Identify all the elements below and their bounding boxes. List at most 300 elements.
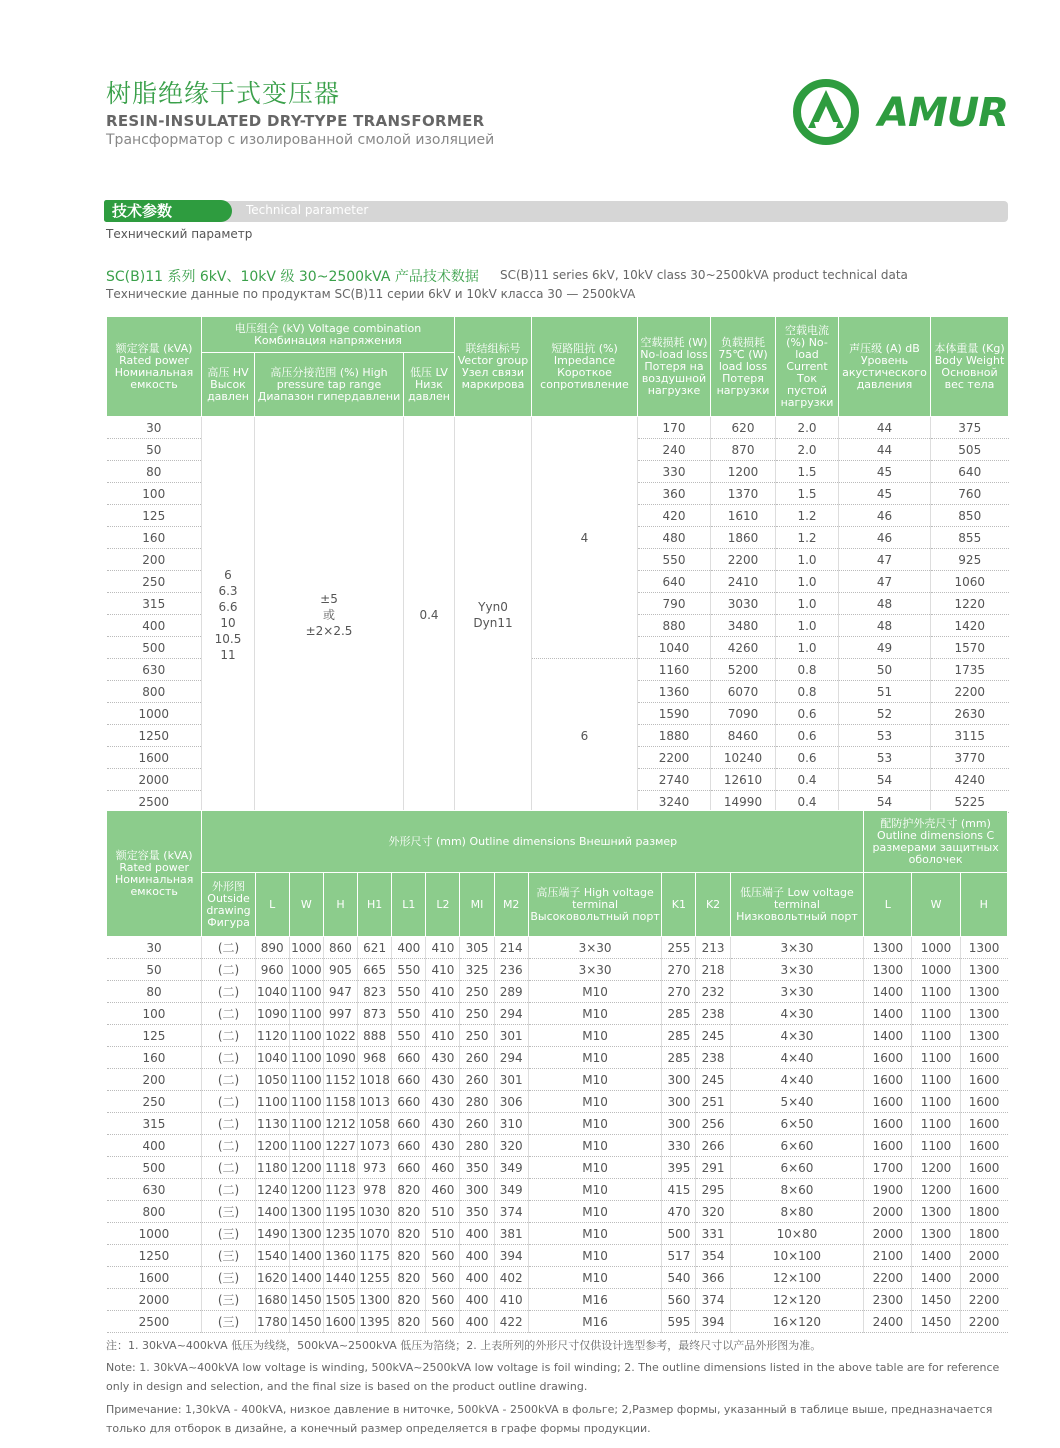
cell-hv-terminal: M10	[528, 1113, 662, 1135]
cell-noload-current: 1.2	[776, 505, 839, 527]
cell-M2: 402	[494, 1267, 528, 1289]
cell-H1: 665	[358, 959, 392, 981]
cell-MI: 400	[460, 1267, 494, 1289]
th2-MI: MI	[460, 873, 494, 937]
cell-noload-loss: 1160	[638, 659, 711, 681]
cell-MI: 400	[460, 1223, 494, 1245]
cell-prot-L: 1600	[864, 1113, 912, 1135]
cell-L1: 660	[392, 1135, 426, 1157]
cell-noload-loss: 790	[638, 593, 711, 615]
cell-lv-terminal: 4×30	[730, 1003, 864, 1025]
cell-prot-L: 2200	[864, 1267, 912, 1289]
cell-lv-terminal: 6×60	[730, 1135, 864, 1157]
cell-M2: 381	[494, 1223, 528, 1245]
cell-L2: 430	[426, 1069, 460, 1091]
cell-K2: 291	[696, 1157, 730, 1179]
cell-hv-terminal: M16	[528, 1311, 662, 1333]
cell-M2: 349	[494, 1157, 528, 1179]
cell-prot-L: 2400	[864, 1311, 912, 1333]
cell-H1: 968	[358, 1047, 392, 1069]
cell-lv-terminal: 4×30	[730, 1025, 864, 1047]
cell-noload-loss: 360	[638, 483, 711, 505]
cell-weight: 5225	[931, 791, 1009, 813]
cell-W: 1300	[289, 1223, 323, 1245]
th2-hv-terminal: 高压端子 High voltage terminal Высоковольтный порт	[528, 873, 662, 937]
cell-L1: 820	[392, 1311, 426, 1333]
cell-M2: 349	[494, 1179, 528, 1201]
logo-wordmark: AMUR	[878, 90, 1009, 136]
cell-L: 1180	[255, 1157, 289, 1179]
cell-rated-power: 2000	[107, 1289, 202, 1311]
cell-K1: 255	[662, 937, 696, 959]
cell-sound-level: 46	[839, 527, 931, 549]
cell-prot-W: 1400	[912, 1267, 960, 1289]
th2-drawing: 外形图 Outside drawing Фигура	[202, 873, 255, 937]
cell-K2: 374	[696, 1289, 730, 1311]
cell-weight: 4240	[931, 769, 1009, 791]
cell-sound-level: 45	[839, 461, 931, 483]
cell-lv-terminal: 3×30	[730, 937, 864, 959]
cell-M2: 301	[494, 1025, 528, 1047]
cell-noload-current: 0.8	[776, 681, 839, 703]
cell-H1: 621	[358, 937, 392, 959]
cell-noload-current: 0.6	[776, 747, 839, 769]
cell-prot-L: 1300	[864, 937, 912, 959]
cell-prot-H: 1800	[960, 1201, 1007, 1223]
cell-prot-L: 2300	[864, 1289, 912, 1311]
cell-L2: 430	[426, 1113, 460, 1135]
cell-prot-W: 1200	[912, 1157, 960, 1179]
cell-drawing: (二)	[202, 937, 255, 959]
cell-L2: 410	[426, 1003, 460, 1025]
th2-prot-L: L	[864, 873, 912, 937]
cell-sound-level: 48	[839, 593, 931, 615]
cell-lv-terminal: 4×40	[730, 1069, 864, 1091]
cell-K1: 285	[662, 1047, 696, 1069]
th-voltage-combination: 电压组合 (kV) Voltage combination Комбинация напряжения	[202, 317, 455, 353]
cell-weight: 1420	[931, 615, 1009, 637]
cell-K1: 500	[662, 1223, 696, 1245]
cell-MI: 260	[460, 1113, 494, 1135]
cell-rated-power: 1250	[107, 1245, 202, 1267]
cell-L2: 510	[426, 1201, 460, 1223]
cell-H: 1505	[323, 1289, 357, 1311]
cell-hv-terminal: M10	[528, 1069, 662, 1091]
cell-prot-L: 1900	[864, 1179, 912, 1201]
cell-drawing: (三)	[202, 1289, 255, 1311]
cell-L: 1050	[255, 1069, 289, 1091]
cell-M2: 214	[494, 937, 528, 959]
cell-prot-L: 2000	[864, 1201, 912, 1223]
cell-prot-H: 1300	[960, 959, 1007, 981]
cell-L1: 660	[392, 1113, 426, 1135]
cell-weight: 1735	[931, 659, 1009, 681]
cell-prot-W: 1450	[912, 1289, 960, 1311]
cell-weight: 925	[931, 549, 1009, 571]
cell-MI: 325	[460, 959, 494, 981]
cell-load-loss: 10240	[711, 747, 776, 769]
cell-noload-current: 1.0	[776, 637, 839, 659]
cell-lv-terminal: 6×60	[730, 1157, 864, 1179]
cell-rated-power: 2500	[107, 1311, 202, 1333]
cell-H: 860	[323, 937, 357, 959]
cell-K2: 245	[696, 1069, 730, 1091]
cell-prot-H: 1600	[960, 1113, 1007, 1135]
cell-K2: 320	[696, 1201, 730, 1223]
th2-K2: K2	[696, 873, 730, 937]
cell-rated-power: 200	[107, 1069, 202, 1091]
cell-lv-terminal: 12×120	[730, 1289, 864, 1311]
cell-lv-terminal: 3×30	[730, 959, 864, 981]
cell-prot-W: 1100	[912, 1003, 960, 1025]
table-row	[107, 1179, 1008, 1201]
th2-lv-terminal: 低压端子 Low voltage terminal Низковольтный порт	[730, 873, 864, 937]
cell-W: 1200	[289, 1157, 323, 1179]
cell-hv-terminal: M10	[528, 1201, 662, 1223]
cell-K1: 270	[662, 981, 696, 1003]
cell-K1: 270	[662, 959, 696, 981]
cell-K1: 330	[662, 1135, 696, 1157]
cell-H1: 1073	[358, 1135, 392, 1157]
section-label-cn: 技术参数	[104, 200, 232, 222]
cell-MI: 260	[460, 1069, 494, 1091]
th-lv: 低压 LV Низк давлен	[404, 353, 455, 417]
cell-K2: 354	[696, 1245, 730, 1267]
cell-H: 1440	[323, 1267, 357, 1289]
th2-L2: L2	[426, 873, 460, 937]
cell-sound-level: 49	[839, 637, 931, 659]
cell-L: 960	[255, 959, 289, 981]
cell-sound-level: 48	[839, 615, 931, 637]
cell-M2: 294	[494, 1047, 528, 1069]
subtitle-en: SC(B)11 series 6kV, 10kV class 30~2500kVA product technical data	[500, 268, 908, 282]
cell-H1: 1300	[358, 1289, 392, 1311]
cell-rated-power: 100	[107, 483, 202, 505]
cell-noload-loss: 480	[638, 527, 711, 549]
cell-noload-current: 0.6	[776, 725, 839, 747]
cell-L: 1240	[255, 1179, 289, 1201]
cell-H1: 978	[358, 1179, 392, 1201]
cell-weight: 760	[931, 483, 1009, 505]
cell-hv-terminal: M16	[528, 1289, 662, 1311]
table-row	[107, 1003, 1008, 1025]
cell-hv-terminal: M10	[528, 1047, 662, 1069]
cell-rated-power: 315	[107, 593, 202, 615]
cell-K2: 394	[696, 1311, 730, 1333]
cell-MI: 250	[460, 981, 494, 1003]
cell-M2: 320	[494, 1135, 528, 1157]
cell-L1: 820	[392, 1223, 426, 1245]
cell-weight: 1060	[931, 571, 1009, 593]
cell-hv-terminal: M10	[528, 1091, 662, 1113]
cell-prot-H: 1800	[960, 1223, 1007, 1245]
cell-load-loss: 7090	[711, 703, 776, 725]
cell-L2: 460	[426, 1157, 460, 1179]
cell-L: 1120	[255, 1025, 289, 1047]
th-rated-power: 额定容量 (kVA) Rated power Номинальная емкость	[107, 317, 202, 417]
cell-K2: 238	[696, 1047, 730, 1069]
cell-drawing: (二)	[202, 1113, 255, 1135]
cell-H: 905	[323, 959, 357, 981]
cell-L1: 400	[392, 937, 426, 959]
cell-H: 1090	[323, 1047, 357, 1069]
cell-prot-H: 2000	[960, 1245, 1007, 1267]
cell-lv-terminal: 3×30	[730, 981, 864, 1003]
cell-M2: 289	[494, 981, 528, 1003]
amur-logo-icon	[792, 78, 864, 146]
cell-L1: 660	[392, 1091, 426, 1113]
cell-L2: 430	[426, 1135, 460, 1157]
amur-logo	[792, 78, 1032, 146]
cell-rated-power: 400	[107, 1135, 202, 1157]
cell-MI: 400	[460, 1289, 494, 1311]
cell-K2: 218	[696, 959, 730, 981]
cell-K1: 300	[662, 1113, 696, 1135]
cell-noload-current: 1.2	[776, 527, 839, 549]
cell-H: 1227	[323, 1135, 357, 1157]
cell-MI: 250	[460, 1003, 494, 1025]
cell-L2: 430	[426, 1047, 460, 1069]
cell-L2: 410	[426, 937, 460, 959]
cell-M2: 301	[494, 1069, 528, 1091]
cell-H: 1158	[323, 1091, 357, 1113]
cell-noload-current: 0.4	[776, 769, 839, 791]
cell-L: 1100	[255, 1091, 289, 1113]
cell-L2: 410	[426, 981, 460, 1003]
cell-weight: 2630	[931, 703, 1009, 725]
cell-prot-W: 1100	[912, 1135, 960, 1157]
cell-lv-terminal: 5×40	[730, 1091, 864, 1113]
cell-noload-current: 0.8	[776, 659, 839, 681]
cell-prot-W: 1000	[912, 959, 960, 981]
cell-lv-terminal: 16×120	[730, 1311, 864, 1333]
cell-H: 997	[323, 1003, 357, 1025]
cell-drawing: (二)	[202, 981, 255, 1003]
cell-K1: 285	[662, 1003, 696, 1025]
cell-K1: 470	[662, 1201, 696, 1223]
cell-drawing: (二)	[202, 959, 255, 981]
cell-prot-H: 1300	[960, 981, 1007, 1003]
cell-noload-loss: 3240	[638, 791, 711, 813]
cell-sound-level: 54	[839, 769, 931, 791]
table-row	[107, 1267, 1008, 1289]
th-vector-group: 联结组标号 Vector group Узел связи маркирова	[455, 317, 532, 417]
cell-W: 1100	[289, 1003, 323, 1025]
cell-K2: 295	[696, 1179, 730, 1201]
cell-rated-power: 125	[107, 505, 202, 527]
cell-noload-current: 1.0	[776, 593, 839, 615]
th2-W: W	[289, 873, 323, 937]
cell-K1: 395	[662, 1157, 696, 1179]
cell-hv-voltages: 6 6.3 6.6 10 10.5 11	[202, 417, 255, 813]
cell-H1: 1395	[358, 1311, 392, 1333]
table-row	[107, 981, 1008, 1003]
cell-prot-W: 1450	[912, 1311, 960, 1333]
cell-W: 1300	[289, 1201, 323, 1223]
cell-L2: 560	[426, 1289, 460, 1311]
cell-weight: 855	[931, 527, 1009, 549]
cell-M2: 374	[494, 1201, 528, 1223]
cell-K1: 300	[662, 1091, 696, 1113]
cell-MI: 250	[460, 1025, 494, 1047]
cell-L: 1540	[255, 1245, 289, 1267]
cell-W: 1100	[289, 1069, 323, 1091]
cell-prot-W: 1000	[912, 937, 960, 959]
cell-L1: 550	[392, 959, 426, 981]
cell-prot-H: 1600	[960, 1157, 1007, 1179]
cell-rated-power: 2000	[107, 769, 202, 791]
cell-prot-L: 1400	[864, 1003, 912, 1025]
cell-prot-W: 1100	[912, 1091, 960, 1113]
cell-drawing: (二)	[202, 1091, 255, 1113]
cell-H: 1123	[323, 1179, 357, 1201]
cell-lv-terminal: 8×80	[730, 1201, 864, 1223]
th2-H1: H1	[358, 873, 392, 937]
cell-load-loss: 2410	[711, 571, 776, 593]
cell-H1: 1070	[358, 1223, 392, 1245]
cell-L2: 560	[426, 1267, 460, 1289]
cell-L1: 660	[392, 1157, 426, 1179]
cell-load-loss: 6070	[711, 681, 776, 703]
cell-load-loss: 8460	[711, 725, 776, 747]
cell-weight: 2200	[931, 681, 1009, 703]
cell-hv-terminal: M10	[528, 1135, 662, 1157]
cell-L: 1620	[255, 1267, 289, 1289]
cell-rated-power: 1000	[107, 703, 202, 725]
cell-W: 1000	[289, 937, 323, 959]
cell-prot-W: 1400	[912, 1245, 960, 1267]
cell-sound-level: 52	[839, 703, 931, 725]
page-title-cn: 树脂绝缘干式变压器	[106, 79, 341, 108]
cell-prot-H: 1600	[960, 1047, 1007, 1069]
cell-L1: 820	[392, 1267, 426, 1289]
cell-lv-terminal: 6×50	[730, 1113, 864, 1135]
cell-rated-power: 80	[107, 461, 202, 483]
cell-load-loss: 3030	[711, 593, 776, 615]
table-row	[107, 1311, 1008, 1333]
cell-H1: 973	[358, 1157, 392, 1179]
cell-noload-loss: 1880	[638, 725, 711, 747]
cell-M2: 294	[494, 1003, 528, 1025]
cell-prot-H: 1300	[960, 1025, 1007, 1047]
cell-noload-loss: 880	[638, 615, 711, 637]
cell-sound-level: 51	[839, 681, 931, 703]
cell-rated-power: 800	[107, 681, 202, 703]
cell-prot-L: 2100	[864, 1245, 912, 1267]
cell-prot-W: 1100	[912, 1069, 960, 1091]
th-noload-current: 空载电流 (%) No-load Current Ток пустой нагрузки	[776, 317, 839, 417]
cell-noload-current: 1.0	[776, 571, 839, 593]
cell-K1: 595	[662, 1311, 696, 1333]
cell-sound-level: 44	[839, 439, 931, 461]
cell-H: 1212	[323, 1113, 357, 1135]
cell-H1: 823	[358, 981, 392, 1003]
cell-sound-level: 46	[839, 505, 931, 527]
cell-W: 1100	[289, 1091, 323, 1113]
cell-L2: 560	[426, 1245, 460, 1267]
cell-vector-group: Yyn0 Dyn11	[455, 417, 532, 813]
cell-rated-power: 1000	[107, 1223, 202, 1245]
cell-prot-H: 1600	[960, 1179, 1007, 1201]
cell-rated-power: 160	[107, 527, 202, 549]
cell-noload-loss: 640	[638, 571, 711, 593]
cell-rated-power: 125	[107, 1025, 202, 1047]
cell-K2: 238	[696, 1003, 730, 1025]
cell-noload-current: 0.4	[776, 791, 839, 813]
cell-noload-current: 0.6	[776, 703, 839, 725]
cell-K2: 213	[696, 937, 730, 959]
cell-noload-loss: 330	[638, 461, 711, 483]
cell-W: 1100	[289, 1135, 323, 1157]
cell-rated-power: 1250	[107, 725, 202, 747]
cell-load-loss: 14990	[711, 791, 776, 813]
th-hv: 高压 HV Высок давлен	[202, 353, 255, 417]
cell-L2: 430	[426, 1091, 460, 1113]
page-title-ru: Трансформатор с изолированной смолой изоляцией	[106, 132, 495, 148]
cell-rated-power: 2500	[107, 791, 202, 813]
table-row	[107, 1201, 1008, 1223]
cell-noload-current: 1.5	[776, 461, 839, 483]
cell-rated-power: 50	[107, 959, 202, 981]
cell-hv-terminal: M10	[528, 1157, 662, 1179]
cell-prot-L: 1600	[864, 1135, 912, 1157]
cell-MI: 400	[460, 1311, 494, 1333]
cell-rated-power: 250	[107, 1091, 202, 1113]
th2-M2: M2	[494, 873, 528, 937]
cell-load-loss: 5200	[711, 659, 776, 681]
cell-noload-loss: 550	[638, 549, 711, 571]
table-row	[107, 1289, 1008, 1311]
cell-load-loss: 12610	[711, 769, 776, 791]
cell-lv-voltage: 0.4	[404, 417, 455, 813]
th2-L1: L1	[392, 873, 426, 937]
cell-H: 1118	[323, 1157, 357, 1179]
cell-K2: 256	[696, 1113, 730, 1135]
cell-hv-terminal: 3×30	[528, 959, 662, 981]
cell-H1: 873	[358, 1003, 392, 1025]
cell-weight: 640	[931, 461, 1009, 483]
cell-rated-power: 200	[107, 549, 202, 571]
cell-L: 1780	[255, 1311, 289, 1333]
cell-load-loss: 870	[711, 439, 776, 461]
cell-L1: 660	[392, 1069, 426, 1091]
cell-drawing: (二)	[202, 1025, 255, 1047]
cell-K2: 251	[696, 1091, 730, 1113]
cell-noload-loss: 2740	[638, 769, 711, 791]
cell-impedance: 4	[532, 417, 638, 659]
cell-rated-power: 500	[107, 637, 202, 659]
cell-weight: 505	[931, 439, 1009, 461]
cell-drawing: (三)	[202, 1201, 255, 1223]
cell-K2: 266	[696, 1135, 730, 1157]
note-ru: Примечание: 1,30kVA - 400kVA, низкое давление в ниточке, 500kVA - 2500kVA в фольге; 2,Размер формы, указанный в таблице выше, предназначается только для отборок в дизайне, а конечный размер определяется в графе формы продукции.	[106, 1403, 993, 1435]
cell-W: 1100	[289, 1113, 323, 1135]
cell-weight: 3770	[931, 747, 1009, 769]
cell-prot-L: 1600	[864, 1069, 912, 1091]
table-row	[107, 1091, 1008, 1113]
cell-W: 1100	[289, 1025, 323, 1047]
th-tap-range: 高压分接范围 (%) High pressure tap range Диапазон гипердавлени	[255, 353, 404, 417]
cell-L2: 560	[426, 1311, 460, 1333]
cell-prot-H: 2000	[960, 1267, 1007, 1289]
cell-drawing: (三)	[202, 1245, 255, 1267]
cell-load-loss: 1610	[711, 505, 776, 527]
cell-prot-H: 2200	[960, 1311, 1007, 1333]
cell-H: 1022	[323, 1025, 357, 1047]
cell-L2: 410	[426, 1025, 460, 1047]
table-row	[107, 937, 1008, 959]
cell-K1: 517	[662, 1245, 696, 1267]
